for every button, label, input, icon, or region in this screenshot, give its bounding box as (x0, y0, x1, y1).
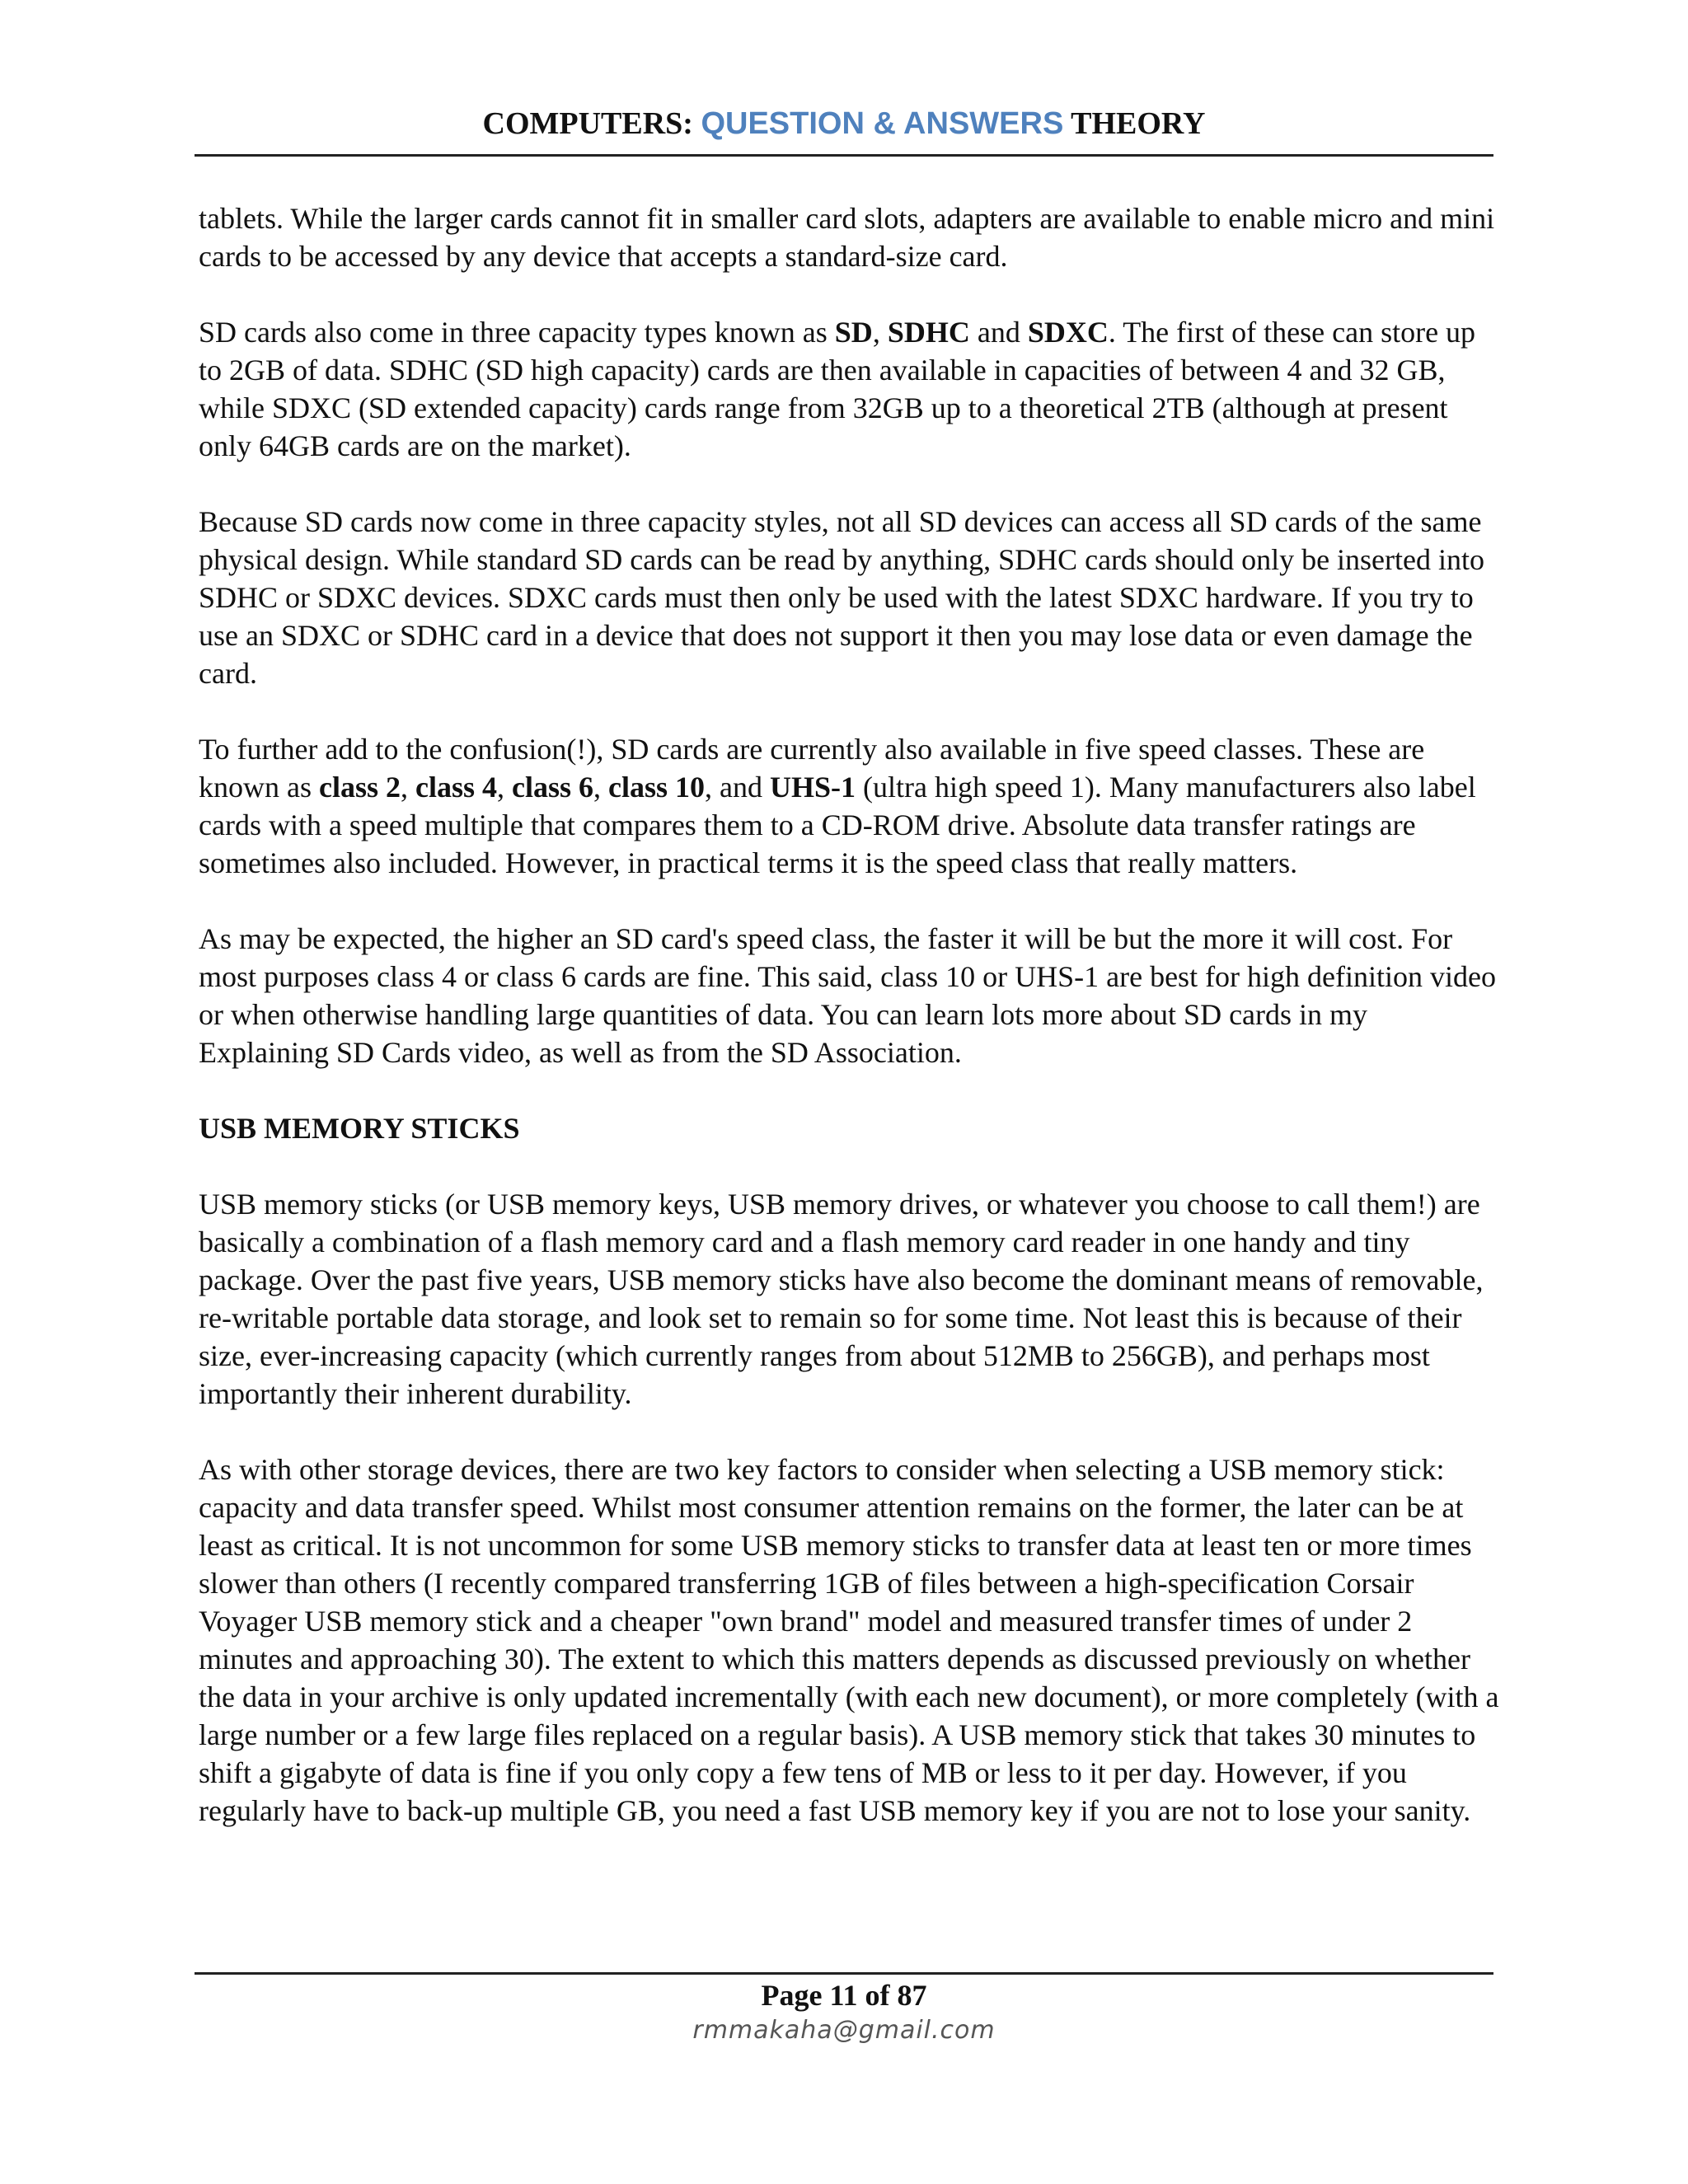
footer-email: rmmakaha@gmail.com (692, 2016, 996, 2045)
text: , and (705, 771, 770, 804)
bold-term-sd: SD (834, 316, 873, 349)
page-number: Page 11 of 87 (761, 1979, 927, 2012)
bold-term-class-2: class 2 (319, 771, 401, 804)
text: , (872, 316, 888, 349)
bold-term-sdhc: SDHC (887, 316, 970, 349)
paragraph-usb-selection: As with other storage devices, there are two key factors to consider when selecting a USB memory stick: capacity and data transfer speed. Whilst most consumer attention remains on the former, the later can be at least as critical. It is not uncommon for some USB memory sticks to transfer data at least ten or more times slower than others (I recently compared transferring 1GB of files between a high-specification Corsair Voyager USB memory stick and a cheaper "own brand" model and measured transfer times of under 2 minutes and approaching 30). The extent to which this matters depends as discussed previously on whether the data in your archive is only updated incrementally (with each new document), or more completely (with a large number or a few large files replaced on a regular basis). A USB memory stick that takes 30 minutes to shift a gigabyte of data is fine if you only copy a few tens of MB or less to it per day. However, if you regularly have to back-up multiple GB, you need a fast USB memory key if you are not to lose your sanity. (199, 1453, 1499, 1827)
bold-term-class-4: class 4 (415, 771, 497, 804)
paragraph-compatibility: Because SD cards now come in three capacity styles, not all SD devices can access all SD cards of the same physical design. While standard SD cards can be read by anything, SDHC cards should only be inserted into SDHC or SDXC devices. SDXC cards must then only be used with the latest SDXC hardware. If you try to use an SDXC or SDHC card in a device that does not support it then you may lose data or even damage the card. (199, 505, 1485, 690)
text: (ultra high speed 1). Many manufacturers also label cards with a speed multiple that compares them to a CD-ROM drive. Absolute data transfer ratings are sometimes also included. However, in practical terms it is the speed class that really matters. (199, 771, 1476, 879)
section-heading-usb-memory-sticks: USB MEMORY STICKS (199, 1112, 520, 1145)
text: , (593, 771, 608, 804)
page-header (195, 101, 1493, 147)
paragraph-speed-classes (199, 730, 1499, 882)
text: SD cards also come in three capacity types known as (199, 316, 835, 349)
text: . The first of these can store up to 2GB of data. SDHC (SD high capacity) cards are then available in capacities of between 4 and 32 GB, while SDXC (SD extended capacity) cards range from 32GB up to a theoretical 2TB (although at present only 64GB cards are on the market). (199, 316, 1476, 462)
paragraph-capacity-types (199, 313, 1499, 465)
bold-term-class-6: class 6 (512, 771, 593, 804)
text: and (969, 316, 1028, 349)
bold-term-sdxc: SDXC (1027, 316, 1109, 349)
paragraph-usb-intro: USB memory sticks (or USB memory keys, USB memory drives, or whatever you choose to call them!) are basically a combination of a flash memory card and a flash memory card reader in one handy and tiny package. Over the past five years, USB memory sticks have also become the dominant means of removable, re-writable portable data storage, and look set to remain so for some time. Not least this is because of their size, ever-increasing capacity (which currently ranges from about 512MB to 256GB), and perhaps most importantly their inherent durability. (199, 1188, 1484, 1410)
bold-term-class-10: class 10 (608, 771, 705, 804)
header-title-theory: THEORY (1071, 106, 1206, 141)
header-colon: : (682, 106, 693, 141)
header-title-qa: QUESTION & ANSWERS (701, 106, 1064, 141)
document-body (199, 199, 1499, 1868)
text: , (401, 771, 415, 804)
header-divider (195, 154, 1493, 157)
paragraph-speed-cost: As may be expected, the higher an SD card's speed class, the faster it will be but the more it will cost. For most purposes class 4 or class 6 cards are fine. This said, class 10 or UHS-1 are best for high definition video or when otherwise handling large quantities of data. You can learn lots more about SD cards in my Explaining SD Cards video, as well as from the SD Association. (199, 922, 1496, 1069)
text: To further add to the confusion(!), SD cards are currently also available in five speed classes. These are known as (199, 733, 1425, 804)
bold-term-uhs-1: UHS-1 (769, 771, 856, 804)
header-title-computers: COMPUTERS (482, 106, 683, 141)
paragraph-adapters: tablets. While the larger cards cannot fit in smaller card slots, adapters are available to enable micro and mini cards to be accessed by any device that accepts a standard-size card. (199, 202, 1495, 273)
page-footer (195, 1976, 1493, 2047)
footer-divider (195, 1972, 1493, 1975)
text: , (497, 771, 512, 804)
